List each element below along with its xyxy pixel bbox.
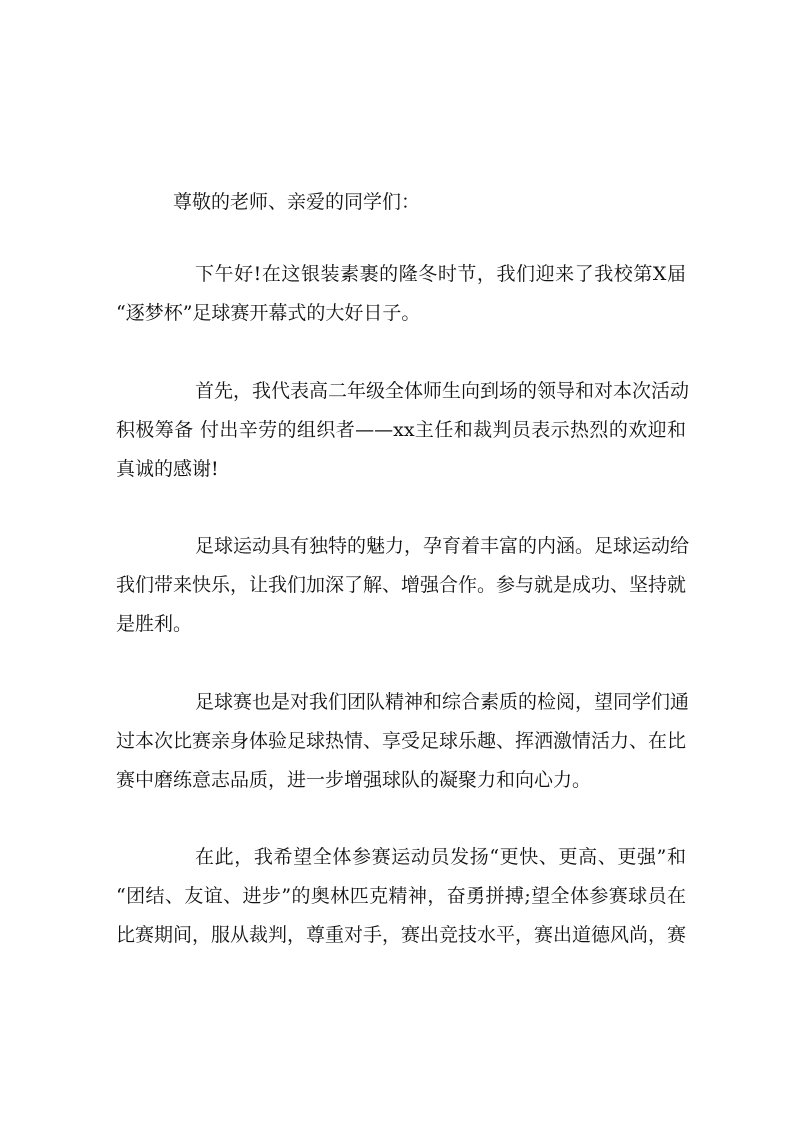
paragraph-line: 足球赛也是对我们团队精神和综合素质的检阅，望同学们通 — [195, 691, 690, 713]
paragraph-line: 积极筹备 付出辛劳的组织者——xx主任和裁判员表示热烈的欢迎和 — [116, 419, 686, 441]
paragraph-line: 在此，我希望全体参赛运动员发扬“更快、更高、更强”和 — [195, 846, 686, 868]
paragraph-line: “逐梦杯”足球赛开幕式的大好日子。 — [116, 302, 421, 324]
paragraph-line: 我们带来快乐，让我们加深了解、增强合作。参与就是成功、坚持就 — [116, 574, 687, 596]
paragraph-line: 真诚的感谢! — [116, 458, 219, 480]
paragraph-line: 足球运动具有独特的魅力，孕育着丰富的内涵。足球运动给 — [195, 535, 690, 557]
paragraph-line: 赛中磨练意志品质，进一步增强球队的凝聚力和向心力。 — [116, 769, 592, 791]
paragraph-line: 是胜利。 — [116, 613, 193, 635]
paragraph-line: “团结、友谊、进步”的奥林匹克精神，奋勇拼搏;望全体参赛球员在 — [116, 885, 686, 907]
greeting: 尊敬的老师、亲爱的同学们： — [173, 191, 421, 213]
paragraph-line: 比赛期间，服从裁判，尊重对手，赛出竞技水平，赛出道德风尚，赛 — [116, 924, 687, 946]
paragraph-line: 首先，我代表高二年级全体师生向到场的领导和对本次活动 — [195, 380, 690, 402]
paragraph-line: 过本次比赛亲身体验足球热情、享受足球乐趣、挥洒激情活力、在比 — [116, 730, 687, 752]
paragraph-line: 下午好!在这银装素裹的隆冬时节，我们迎来了我校第X届 — [195, 263, 686, 285]
